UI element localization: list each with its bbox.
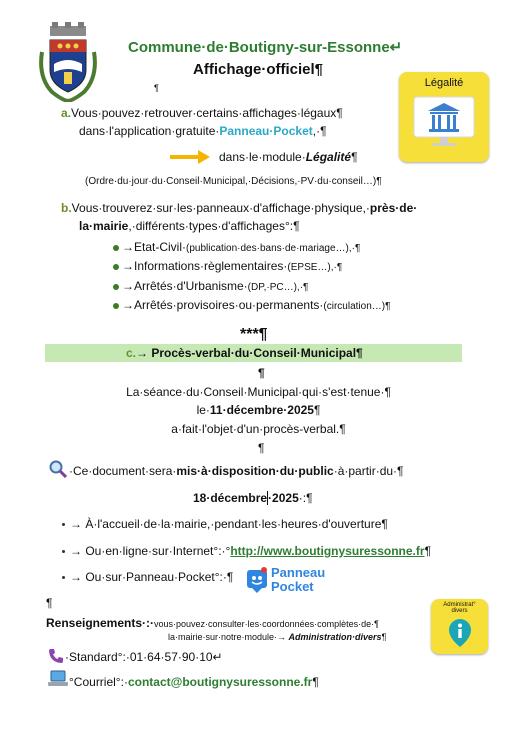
list-item-detail: (publication·des·bans·de·mariage…),·¶ (186, 243, 361, 254)
section-c-title (126, 346, 363, 360)
bullet-icon (113, 264, 119, 270)
bullet-icon (62, 523, 65, 526)
section-b-marker: b. (61, 201, 72, 215)
list-item-detail: (DP,·PC…),·¶ (247, 282, 309, 293)
list-item-text: → Ou·sur·Panneau·Pocket°:·¶ (70, 570, 234, 584)
seance-date: 11·décembre·2025 (209, 403, 314, 417)
pilcrow: ¶ (46, 596, 53, 610)
panneau-pocket-icon (246, 567, 268, 593)
admin-card-line1: Administrat° (443, 602, 476, 608)
list-item (62, 570, 233, 584)
arrow-right-icon (170, 150, 210, 164)
renseignements-prefix: la·mairie·sur·notre·module· (168, 632, 278, 642)
module-line (219, 150, 358, 164)
section-b-line2 (79, 219, 300, 233)
examples-line: (Ordre·du·jour·du·Conseil·Municipal,·Décisions,·PV·du·conseil…)¶ (85, 176, 382, 187)
section-a-suffix: ,·¶ (312, 124, 327, 138)
list-item-text: → Ou·en·ligne·sur·Internet°:·° (70, 544, 231, 558)
panneau-pocket-line1: Panneau (271, 565, 326, 580)
seance-line2-suffix: ¶ (313, 403, 321, 417)
bullet-icon (113, 245, 119, 251)
seance-line1: La·séance·du·Conseil·Municipal·qui·s'est·tenue·¶ (126, 385, 391, 399)
separator-stars: ***¶ (240, 326, 268, 343)
website-link[interactable]: http://www.boutignysuressonne.fr (230, 544, 425, 558)
admin-module-name: Administration·divers (288, 632, 382, 642)
bullet-icon (113, 303, 119, 309)
coat-of-arms-icon (36, 22, 100, 102)
list-item (62, 517, 388, 531)
list-item-text: → À·l'accueil·de·la·mairie,·pendant·les·heures·d'ouverture¶ (70, 517, 388, 531)
info-icon (448, 618, 472, 648)
admin-divers-card[interactable] (431, 599, 488, 654)
admin-card-line2: divers (451, 608, 468, 614)
courriel-suffix: ¶ (312, 675, 319, 689)
list-item (113, 259, 342, 273)
bullet-icon (62, 576, 65, 579)
section-a-text: Vous·pouvez·retrouver·certains·affichages·légaux¶ (71, 106, 343, 120)
section-c-title-text: → Procès-verbal·du·Conseil·Municipal¶ (136, 346, 363, 360)
seance-line2 (0, 403, 517, 417)
list-item-label: →Arrêtés·provisoires·ou·permanents· (122, 298, 324, 312)
magnifier-icon (49, 460, 67, 478)
laptop-icon (48, 670, 68, 688)
list-item-label: →Arrêtés·d'Urbanisme· (122, 279, 248, 293)
panneau-pocket-app-name: Panneau·Pocket (219, 124, 313, 138)
section-a-prefix: dans·l'application·gratuite· (79, 124, 220, 138)
bank-icon (412, 95, 476, 147)
section-b-line1 (61, 201, 417, 215)
pilcrow: ¶ (154, 83, 159, 93)
seance-line2-prefix: le· (196, 403, 210, 417)
list-item (62, 544, 431, 558)
module-prefix: dans·le·module· (219, 150, 306, 164)
disposition-date (193, 491, 313, 505)
disposition-prefix: ·Ce·document·sera· (69, 464, 177, 478)
bullet-icon (62, 550, 65, 553)
list-item-label: →Informations·règlementaires· (122, 259, 288, 273)
renseignements-line1 (46, 614, 379, 632)
module-name: Légalité (305, 150, 352, 164)
seance-line3: a·fait·l'objet·d'un·procès-verbal.¶ (171, 422, 346, 436)
list-item (113, 240, 360, 254)
courriel-line (69, 675, 319, 689)
renseignements-label: Renseignements·:· (46, 616, 155, 630)
panneau-pocket-line2: Pocket (271, 579, 314, 594)
renseignements-suffix: ¶ (381, 632, 387, 642)
pilcrow: ¶ (258, 366, 265, 380)
module-suffix: ¶ (351, 150, 358, 164)
section-b-bold: près·de· (369, 201, 418, 215)
section-b-suffix: ,·différents·types·d'affichages°:¶ (128, 219, 300, 233)
commune-title: Commune·de·Boutigny-sur-Essonne↵ (128, 39, 403, 56)
legalite-card-label: Légalité (424, 77, 464, 89)
section-c-marker: c. (126, 346, 137, 360)
legalite-card[interactable] (399, 72, 489, 162)
courriel-prefix: °Courriel°:· (69, 675, 128, 689)
arrow-icon: → (277, 632, 287, 642)
pilcrow: ¶ (258, 441, 265, 455)
section-a-line1 (61, 106, 343, 120)
phone-icon (48, 648, 64, 664)
panneau-pocket-logo[interactable] (246, 565, 346, 597)
section-b-text: Vous·trouverez·sur·les·panneaux·d'affichage·physique,· (71, 201, 370, 215)
email-link[interactable]: contact@boutignysuressonne.fr (127, 675, 313, 689)
section-a-line2 (79, 124, 327, 138)
page-title: Affichage·officiel¶ (193, 61, 324, 78)
list-item-detail: (circulation…)¶ (323, 301, 391, 312)
list-item (113, 298, 390, 312)
list-item (113, 279, 308, 293)
renseignements-text1: vous·pouvez·consulter·les·coordonnées·complètes·de·¶ (154, 619, 379, 629)
bullet-icon (113, 284, 119, 290)
list-item-end: ¶ (424, 544, 432, 558)
date-suffix: ·:¶ (298, 491, 313, 505)
section-a-marker: a. (61, 106, 72, 120)
disposition-line (69, 464, 404, 478)
section-b-bold2: la·mairie (79, 219, 129, 233)
list-item-detail: (EPSE…),·¶ (287, 262, 343, 273)
standard-line: ·Standard°:·01·64·57·90·10↵ (65, 650, 223, 664)
date-part-b: ·2025 (268, 491, 299, 505)
renseignements-line2 (168, 632, 386, 642)
list-item-label: →Etat-Civil· (122, 240, 187, 254)
disposition-bold: mis·à·disposition·du·public (176, 464, 334, 478)
disposition-suffix: ·à·partir·du·¶ (333, 464, 404, 478)
date-part-a: 18·décembre (193, 491, 268, 505)
